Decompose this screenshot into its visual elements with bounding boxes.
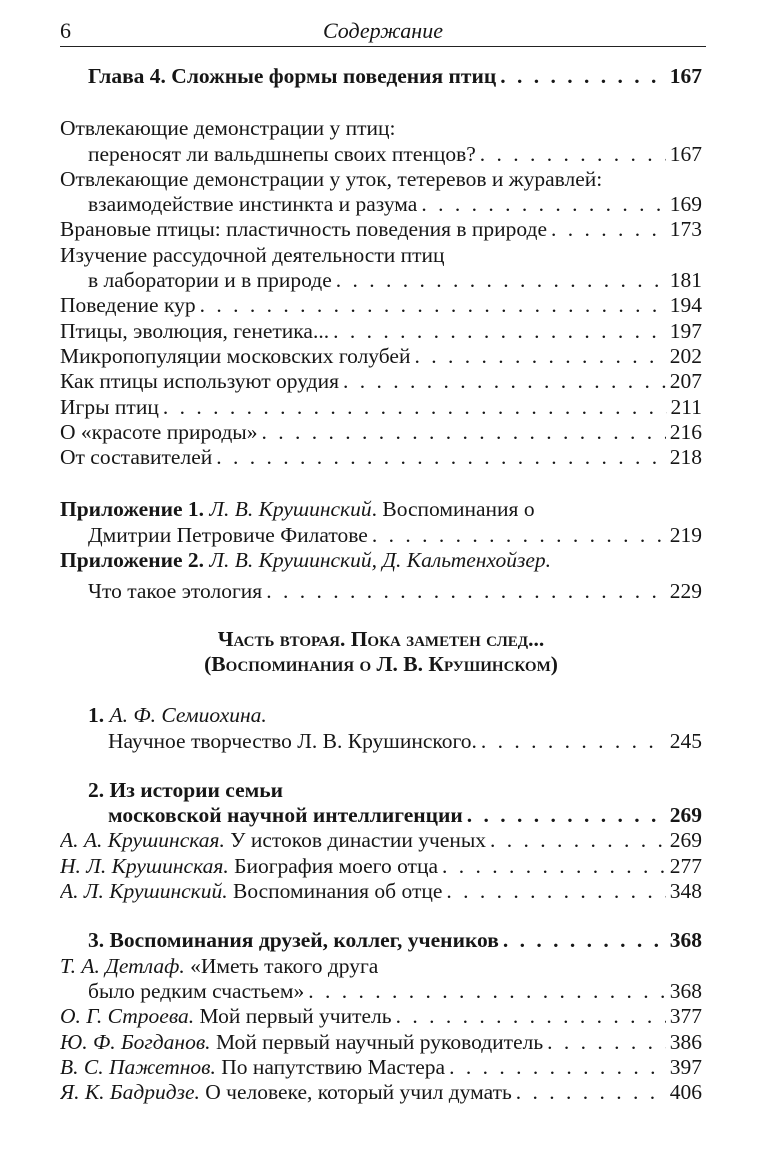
toc-entry[interactable]: Отвлекающие демонстрации у птиц: — [60, 116, 396, 141]
part-two-subheading: (Воспоминания о Л. В. Крушинском) — [204, 651, 558, 676]
toc-entry[interactable]: Изучение рассудочной деятельности птиц — [60, 242, 445, 267]
toc-chapter-4[interactable]: Глава 4. Сложные формы поведения птиц . . . 167 — [60, 64, 702, 89]
toc-section-2-cont[interactable]: московской научной интеллигенции . . . 269 — [60, 803, 702, 828]
toc-section-1-title[interactable]: Научное творчество Л. В. Крушинского. . . . 245 — [60, 729, 702, 754]
toc-section-2[interactable]: 2. Из истории семьи — [88, 777, 284, 802]
toc-entry[interactable]: Т. А. Детлаф. «Иметь такого друга — [60, 953, 379, 978]
toc-entry[interactable]: Отвлекающие демонстрации у уток, тетеревов и журавлей: — [60, 166, 603, 191]
toc-appendix-1[interactable]: Приложение 1. Л. В. Крушинский . Воспоминания о — [60, 497, 535, 522]
toc-entry[interactable]: Игры птиц . . . 211 — [60, 395, 702, 420]
table-of-contents — [60, 58, 702, 1105]
page-header — [60, 14, 706, 47]
toc-entry[interactable]: Я. К. Бадридзе. О человеке, который учил думать . . . 406 — [60, 1080, 702, 1105]
page-number: 6 — [60, 18, 71, 43]
running-title: Содержание — [322, 18, 443, 43]
toc-entry[interactable]: О «красоте природы» . . . 216 — [60, 420, 702, 445]
part-two-heading: Часть вторая. Пока заметен след... — [217, 626, 545, 651]
toc-appendix-2-cont[interactable]: Что такое этология . . . 229 — [60, 579, 702, 604]
toc-entry-cont[interactable]: было редким счастьем» . . . 368 — [60, 979, 702, 1004]
toc-section-1[interactable]: 1. А. Ф. Семиохина. — [88, 703, 267, 728]
toc-entry-cont[interactable]: переносят ли вальдшнепы своих птенцов? . . . 167 — [60, 142, 702, 167]
toc-entry[interactable]: Н. Л. Крушинская. Биография моего отца . . . 277 — [60, 854, 702, 879]
toc-entry[interactable]: От составителей . . . 218 — [60, 445, 702, 470]
toc-entry[interactable]: Врановые птицы: пластичность поведения в природе . . . 173 — [60, 217, 702, 242]
toc-entry[interactable]: Ю. Ф. Богданов. Мой первый научный руководитель . . . 386 — [60, 1030, 702, 1055]
toc-entry[interactable]: А. Л. Крушинский. Воспоминания об отце . . . 348 — [60, 879, 702, 904]
toc-entry[interactable]: Как птицы используют орудия . . . 207 — [60, 369, 702, 394]
toc-entry[interactable]: Птицы, эволюция, генетика... . . . 197 — [60, 319, 702, 344]
toc-entry[interactable]: А. А. Крушинская. У истоков династии ученых . . . 269 — [60, 828, 702, 853]
toc-appendix-2[interactable]: Приложение 2. Л. В. Крушинский, Д. Кальтенхойзер. — [60, 548, 551, 573]
toc-entry-cont[interactable]: взаимодействие инстинкта и разума . . . 169 — [60, 192, 702, 217]
toc-entry[interactable]: В. С. Пажетнов. По напутствию Мастера . . . 397 — [60, 1055, 702, 1080]
toc-entry[interactable]: Микропопуляции московских голубей . . . 202 — [60, 344, 702, 369]
toc-entry[interactable]: Поведение кур . . . 194 — [60, 293, 702, 318]
toc-entry[interactable]: О. Г. Строева. Мой первый учитель . . . 377 — [60, 1004, 702, 1029]
toc-appendix-1-cont[interactable]: Дмитрии Петровиче Филатове . . . 219 — [60, 523, 702, 548]
toc-section-3[interactable]: 3. Воспоминания друзей, коллег, учеников . . . 368 — [60, 928, 702, 953]
toc-entry-cont[interactable]: в лаборатории и в природе . . . 181 — [60, 268, 702, 293]
